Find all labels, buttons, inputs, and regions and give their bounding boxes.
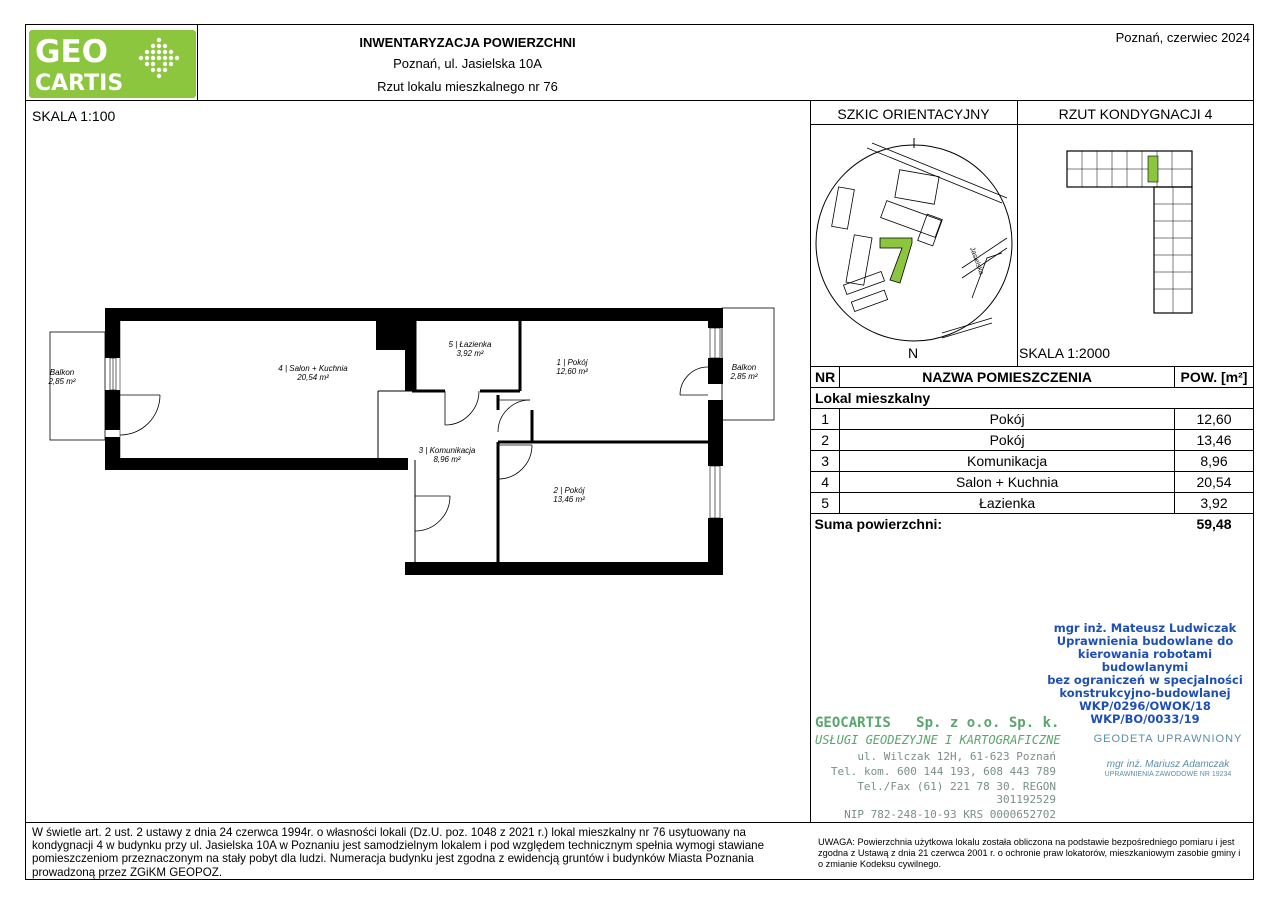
- company-nip: NIP 782-248-10-93 KRS 0000652702: [844, 808, 1056, 821]
- geocartis-logo: [29, 30, 196, 98]
- floor-key-plan: [1062, 146, 1197, 318]
- sketch-label: SZKIC ORIENTACYJNY: [837, 106, 990, 122]
- plan-room-1: 1 | Pokój 12,60 m²: [556, 358, 588, 376]
- company-name: GEOCARTIS Sp. z o.o. Sp. k.: [815, 715, 1060, 731]
- floor-label: RZUT KONDYGNACJI 4: [1058, 106, 1213, 122]
- sum-row: [811, 514, 1254, 535]
- document-title: INWENTARYZACJA POWIERZCHNI: [359, 35, 576, 50]
- logo-graphic: [29, 30, 196, 98]
- table-row: 4 Salon + Kuchnia 20,54: [811, 472, 1254, 493]
- header-name: NAZWA POMIESZCZENIA: [840, 367, 1175, 388]
- table-row: 1 Pokój 12,60: [811, 409, 1254, 430]
- floor-scale: SKALA 1:2000: [1019, 345, 1111, 361]
- street-label: Jasielska: [968, 246, 985, 276]
- company-address: ul. Wilczak 12H, 61-623 Poznań: [857, 750, 1056, 763]
- surveyor-license: UPRAWNIENIA ZAWODOWE NR 19234: [1104, 771, 1232, 778]
- balcony-left: [50, 332, 105, 440]
- plan-room-2: 2 | Pokój 13,46 m²: [553, 486, 585, 504]
- header-divider: [25, 100, 1254, 101]
- unit-highlight: [1148, 156, 1158, 182]
- area-notice: UWAGA: Powierzchnia użytkowa lokalu została obliczona na podstawie bezpośredniego pomiaru i jest zgodna z Ustawą z dnia 21 czerwca 2001 r. o ochronie praw lokatorów, mieszkaniowym zasobie gminy i o zmianie Kodeksu cywilnego.: [818, 837, 1241, 869]
- legal-notice: W świetle art. 2 ust. 2 ustawy z dnia 24 czerwca 1994r. o własności lokali (Dz.U. poz. 1048 z 2021 r.) lokal mieszkalny nr 76 usytuowany na kondygnacji 4 w budynku przy ul. Jasielska 10A w Poznaniu jest samodzielnym lokalem i pod względem technicznym spełnia wymogi stawiane pomieszczeniom przeznaczonym na stały pobyt dla ludzi. Numeracja budynku jest zgodna z ewidencją gruntów i budynków Miasta Poznania prowadzoną przez ZGiKM GEOPOZ.: [32, 826, 765, 879]
- company-phone: Tel. kom. 600 144 193, 608 443 789: [830, 765, 1056, 778]
- surveyor-title: GEODETA UPRAWNIONY: [1093, 733, 1243, 745]
- plan-room-5: 5 | Łazienka 3,92 m²: [448, 340, 492, 358]
- header-nr: NR: [811, 367, 840, 388]
- surveyor-stamp: [1085, 733, 1251, 778]
- table-header-row: [811, 367, 1254, 388]
- table-row: 5 Łazienka 3,92: [811, 493, 1254, 514]
- logo-text-cartis: CARTIS: [35, 71, 124, 96]
- plan-balcony-left: Balkon 2,85 m²: [48, 368, 76, 386]
- document-address: Poznań, ul. Jasielska 10A: [393, 56, 542, 71]
- company-fax: Tel./Fax (61) 221 78 30. REGON 301192529: [857, 780, 1056, 806]
- engineer-stamp: mgr inż. Mateusz Ludwiczak Uprawnienia budowlane do kierowania robotami budowlanymi bez ograniczeń w specjalności konstrukcyjno-budowlanej WKP/0296/OWOK/18 WKP/BO/0033/19: [1047, 621, 1243, 726]
- plan-room-3: 3 | Komunikacja 8,96 m²: [418, 446, 476, 464]
- sketch-header-divider: [810, 124, 1254, 125]
- orientation-sketch: [812, 128, 1017, 363]
- logo-divider: [197, 24, 198, 100]
- table-row: 3 Komunikacja 8,96: [811, 451, 1254, 472]
- building-highlight: [880, 238, 912, 283]
- footer-divider: [25, 822, 1254, 823]
- company-stamp: [815, 715, 1070, 821]
- surveyor-name: mgr inż. Mariusz Adamczak: [1106, 759, 1230, 770]
- sketch-floor-divider: [1017, 100, 1018, 366]
- sum-value: 59,48: [1196, 516, 1232, 532]
- plan-scale: SKALA 1:100: [32, 108, 116, 124]
- table-row: 2 Pokój 13,46: [811, 430, 1254, 451]
- plan-room-4: 4 | Salon + Kuchnia 20,54 m²: [278, 364, 348, 382]
- sum-label: Suma powierzchni:: [814, 516, 943, 532]
- company-services: USŁUGI GEODEZYJNE I KARTOGRAFICZNE: [815, 733, 1061, 747]
- logo-text-geo: GEO: [35, 34, 108, 70]
- floor-plan: [40, 300, 780, 585]
- plan-balcony-right: Balkon 2,85 m²: [730, 363, 758, 381]
- rooms-table: [810, 366, 1254, 534]
- logo-dots-icon: [139, 38, 179, 78]
- section-label: Lokal mieszkalny: [811, 388, 1254, 409]
- header-area: POW. [m²]: [1175, 367, 1254, 388]
- north-label: N: [908, 345, 919, 361]
- place-date: Poznań, czerwiec 2024: [1115, 30, 1250, 45]
- document-subtitle: Rzut lokalu mieszkalnego nr 76: [377, 79, 558, 94]
